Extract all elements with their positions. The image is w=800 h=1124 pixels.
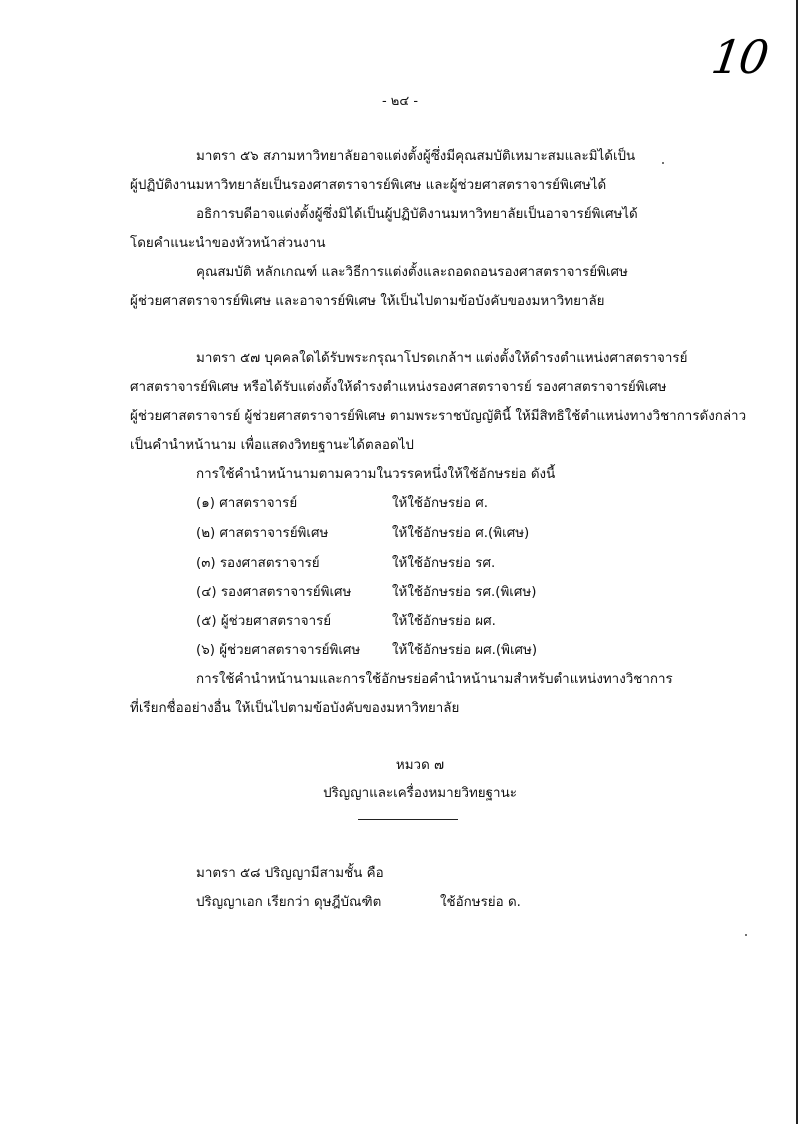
abbreviation-value: ให้ใช้อักษรย่อ รศ.(พิเศษ) [392, 585, 537, 600]
section-57-paragraph-2: การใช้คำนำหน้านามตามความในวรรคหนึ่งให้ใช้อักษรย่อ ดังนี้ [196, 467, 556, 482]
scan-edge [796, 0, 798, 1124]
abbreviation-value: ให้ใช้อักษรย่อ ศ. [392, 496, 489, 511]
page-number: - ๒๔ - [381, 94, 419, 109]
section-56-paragraph-2-line-2: โดยคำแนะนำของหัวหน้าส่วนงาน [130, 236, 326, 251]
section-56-line-1: มาตรา ๕๖ สภามหาวิทยาลัยอาจแต่งตั้งผู้ซึ่งมีคุณสมบัติเหมาะสมและมิได้เป็น [196, 149, 636, 164]
section-56-line-2: ผู้ปฏิบัติงานมหาวิทยาลัยเป็นรองศาสตราจารย์พิเศษ และผู้ช่วยศาสตราจารย์พิเศษได้ [130, 178, 607, 193]
handwritten-page-number: 10 [708, 30, 771, 84]
chapter-divider [358, 819, 458, 820]
abbreviation-title: (๑) ศาสตราจารย์ [196, 496, 298, 511]
abbreviation-value: ให้ใช้อักษรย่อ ศ.(พิเศษ) [392, 526, 530, 541]
section-57-paragraph-3-line-1: การใช้คำนำหน้านามและการใช้อักษรย่อคำนำหน้านามสำหรับตำแหน่งทางวิชาการ [196, 672, 673, 687]
abbreviation-title: (๔) รองศาสตราจารย์พิเศษ [196, 585, 352, 600]
abbreviation-value: ให้ใช้อักษรย่อ รศ. [392, 556, 496, 571]
section-57-paragraph-3-line-2: ที่เรียกชื่ออย่างอื่น ให้เป็นไปตามข้อบังคับของมหาวิทยาลัย [130, 701, 460, 716]
section-56-paragraph-3-line-2: ผู้ช่วยศาสตราจารย์พิเศษ และอาจารย์พิเศษ ให้เป็นไปตามข้อบังคับของมหาวิทยาลัย [130, 294, 605, 309]
section-57-line-2: ศาสตราจารย์พิเศษ หรือได้รับแต่งตั้งให้ดำรงตำแหน่งรองศาสตราจารย์ รองศาสตราจารย์พิเศษ [130, 380, 667, 395]
abbreviation-title: (๖) ผู้ช่วยศาสตราจารย์พิเศษ [196, 643, 361, 658]
scan-speck [745, 934, 747, 936]
scan-speck [662, 162, 664, 164]
section-56-paragraph-2-line-1: อธิการบดีอาจแต่งตั้งผู้ซึ่งมิได้เป็นผู้ปฏิบัติงานมหาวิทยาลัยเป็นอาจารย์พิเศษได้ [196, 207, 638, 222]
chapter-number: หมวด ๗ [395, 758, 445, 773]
section-57-line-4: เป็นคำนำหน้านาม เพื่อแสดงวิทยฐานะได้ตลอดไป [130, 438, 414, 453]
section-58-degree: ปริญญาเอก เรียกว่า ดุษฎีบัณฑิต [196, 895, 382, 910]
chapter-title: ปริญญาและเครื่องหมายวิทยฐานะ [323, 786, 517, 801]
section-57-line-1: มาตรา ๕๗ บุคคลใดได้รับพระกรุณาโปรดเกล้าฯ แต่งตั้งให้ดำรงตำแหน่งศาสตราจารย์ [196, 351, 688, 366]
abbreviation-title: (๕) ผู้ช่วยศาสตราจารย์ [196, 614, 332, 629]
section-58-degree-abbreviation: ใช้อักษรย่อ ด. [440, 895, 521, 910]
abbreviation-title: (๒) ศาสตราจารย์พิเศษ [196, 526, 329, 541]
section-58-line-1: มาตรา ๕๘ ปริญญามีสามชั้น คือ [196, 866, 384, 881]
section-57-line-3: ผู้ช่วยศาสตราจารย์ ผู้ช่วยศาสตราจารย์พิเศษ ตามพระราชบัญญัตินี้ ให้มีสิทธิใช้ตำแหน่งทางวิชาการดังกล่าว [130, 409, 747, 424]
section-56-paragraph-3-line-1: คุณสมบัติ หลักเกณฑ์ และวิธีการแต่งตั้งและถอดถอนรองศาสตราจารย์พิเศษ [196, 265, 628, 280]
abbreviation-value: ให้ใช้อักษรย่อ ผศ.(พิเศษ) [392, 643, 538, 658]
abbreviation-title: (๓) รองศาสตราจารย์ [196, 556, 320, 571]
abbreviation-value: ให้ใช้อักษรย่อ ผศ. [392, 614, 496, 629]
